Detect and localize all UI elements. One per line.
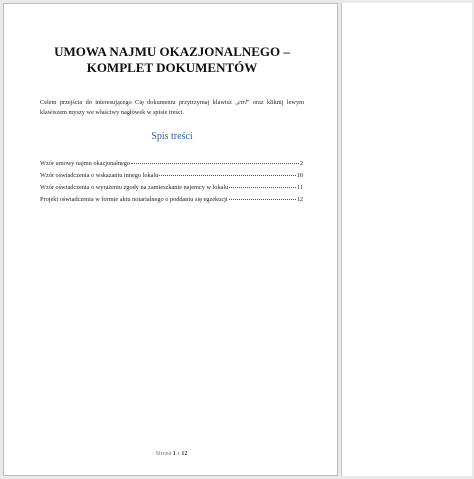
toc-dot-leader [131,163,299,164]
footer-separator: z [177,451,180,457]
table-of-contents [40,158,303,206]
toc-dot-leader [229,199,296,200]
intro-key-ctrl: ctrl [238,99,247,106]
toc-entry-text[interactable]: Wzór oświadczenia o wskazaniu innego lokalu [40,172,159,179]
next-page-preview [341,3,472,476]
toc-entry-page: 11 [296,184,303,191]
intro-paragraph [40,98,304,118]
intro-text-end: " oraz kliknij lewym klawiszem myszy we właściwy nagłówek w spisie treści. [40,99,304,116]
intro-text-start: Celem przejścia do interesującego Cię dokumentu przytrzymaj klawisz „ [40,99,239,106]
toc-dot-leader [229,187,296,188]
toc-heading: Spis treści [151,131,193,142]
toc-entry-lease-agreement[interactable] [40,158,303,170]
toc-dot-leader [159,175,295,176]
toc-entry-text[interactable]: Wzór umowy najmu okazjonalnego [40,160,131,167]
toc-entry-text[interactable]: Projekt oświadczenia w formie aktu notarialnego o poddaniu się egzekucji [40,196,228,203]
toc-entry-page: 2 [299,160,303,167]
footer-current-page: 1 [172,451,176,457]
toc-entry-notarial-deed[interactable] [40,194,303,206]
toc-entry-residence-consent[interactable] [40,182,303,194]
toc-entry-page: 10 [296,172,303,179]
toc-entry-page: 12 [296,196,303,203]
document-title: UMOWA NAJMU OKAZJONALNEGO – KOMPLET DOKUMENTÓW [54,44,290,75]
document-page [3,3,338,476]
toc-entry-text[interactable]: Wzór oświadczenia o wyrażeniu zgody na zamieszkanie najemcy w lokalu [40,184,229,191]
toc-entry-other-premises[interactable] [40,170,303,182]
footer-total-pages: 12 [181,451,188,457]
footer-page-label: Strona [155,451,172,457]
page-footer [4,450,339,458]
